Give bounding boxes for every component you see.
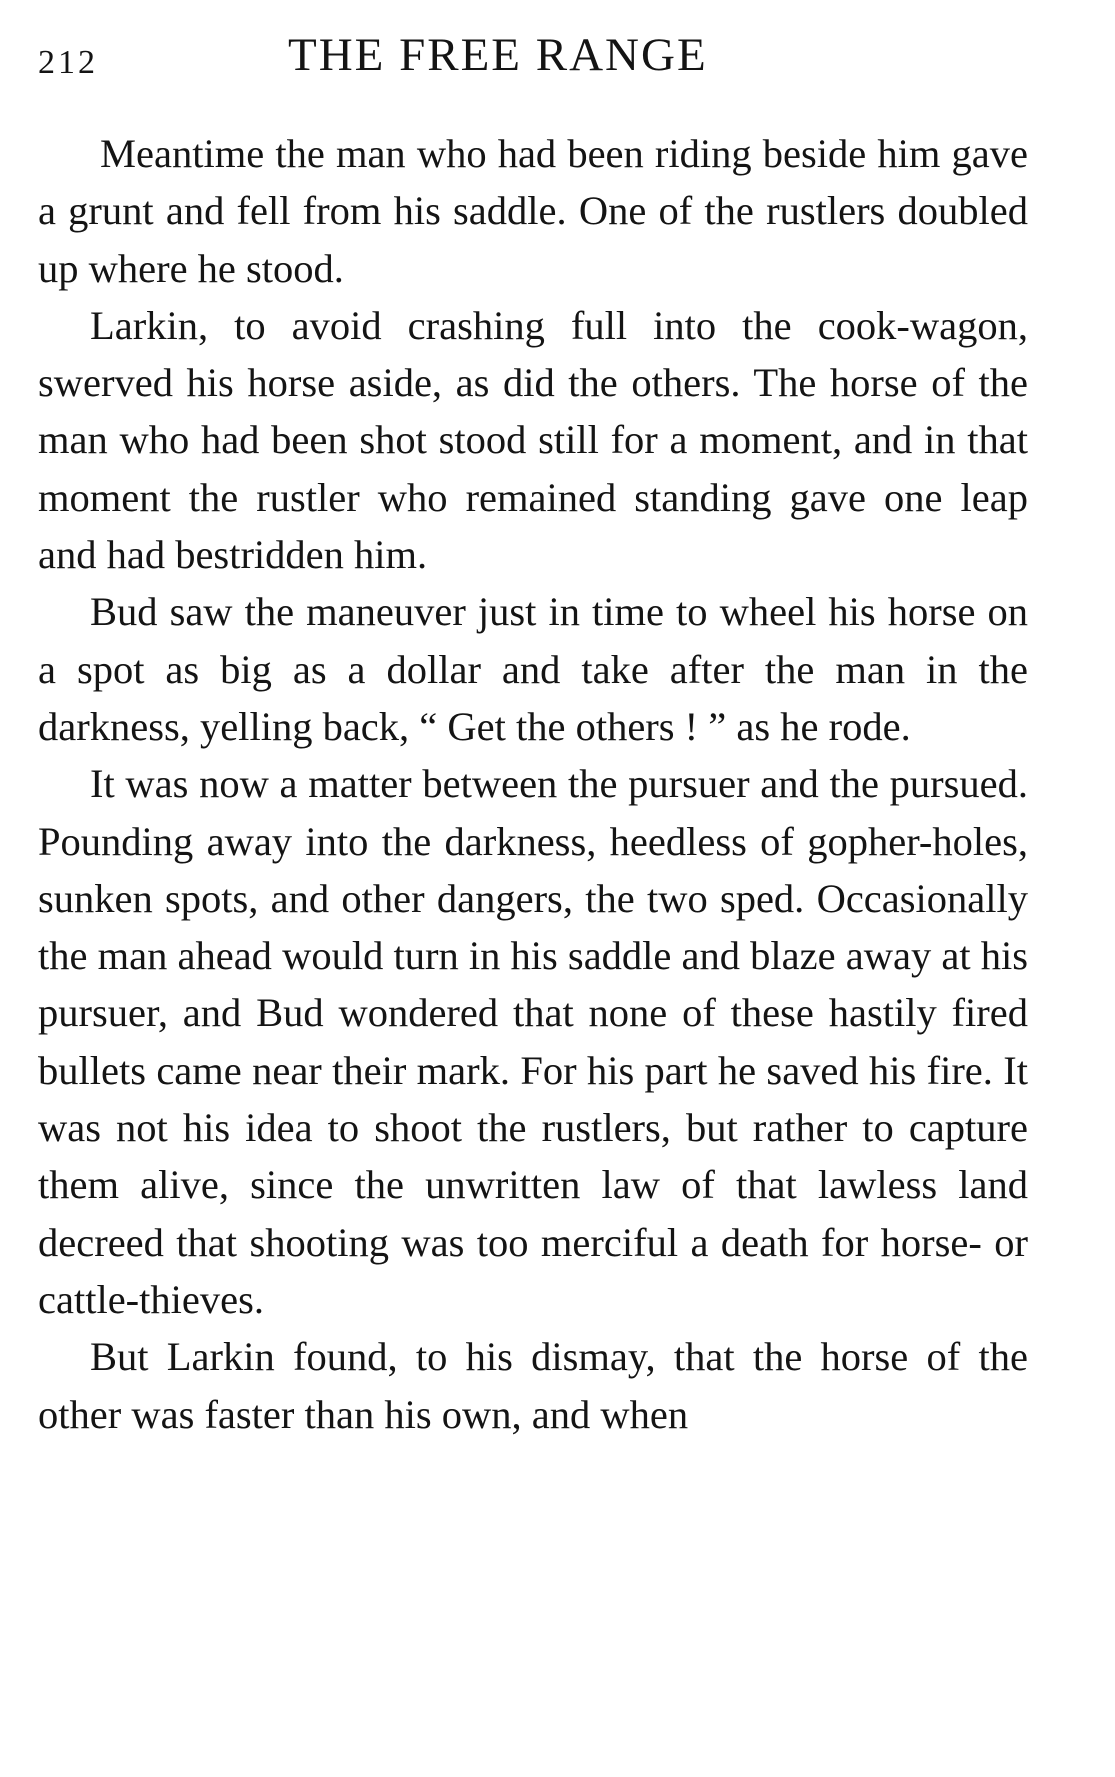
paragraph: It was now a matter between the pursuer and the pursued. Pounding away into the darkness, heedless of gopher-holes, sunken spots, and other dangers, the two sped. Occasionally the man ahead would turn in his saddle and blaze away at his pursuer, and Bud wondered that none of these hastily fired bullets came near their mark. For his part he saved his fire. It was not his idea to shoot the rustlers, but rather to capture them alive, since the unwritten law of that lawless land decreed that shooting was too merciful a death for horse- or cattle-thieves. [38,761,1028,1322]
paragraph: Larkin, to avoid crashing full into the cook-wagon, swerved his horse aside, as did the others. The horse of the man who had been shot stood still for a moment, and in that moment the rustler who remained standing gave one leap and had bestridden him. [38,302,1028,578]
paragraph: Meantime the man who had been riding beside him gave a grunt and fell from his saddle. One of the rustlers doubled up where he stood. [38,131,1028,291]
paragraph: Bud saw the maneuver just in time to wheel his horse on a spot as big as a dollar and take after the man in the darkness, yelling back, “ Get the others ! ” as he rode. [38,589,1028,749]
paragraph: But Larkin found, to his dismay, that the horse of the other was faster than his own, and when [38,1334,1028,1437]
running-title: THE FREE RANGE [288,29,708,81]
page-header [38,28,1028,88]
page-number: 212 [38,44,98,81]
body-text [38,125,1028,1443]
